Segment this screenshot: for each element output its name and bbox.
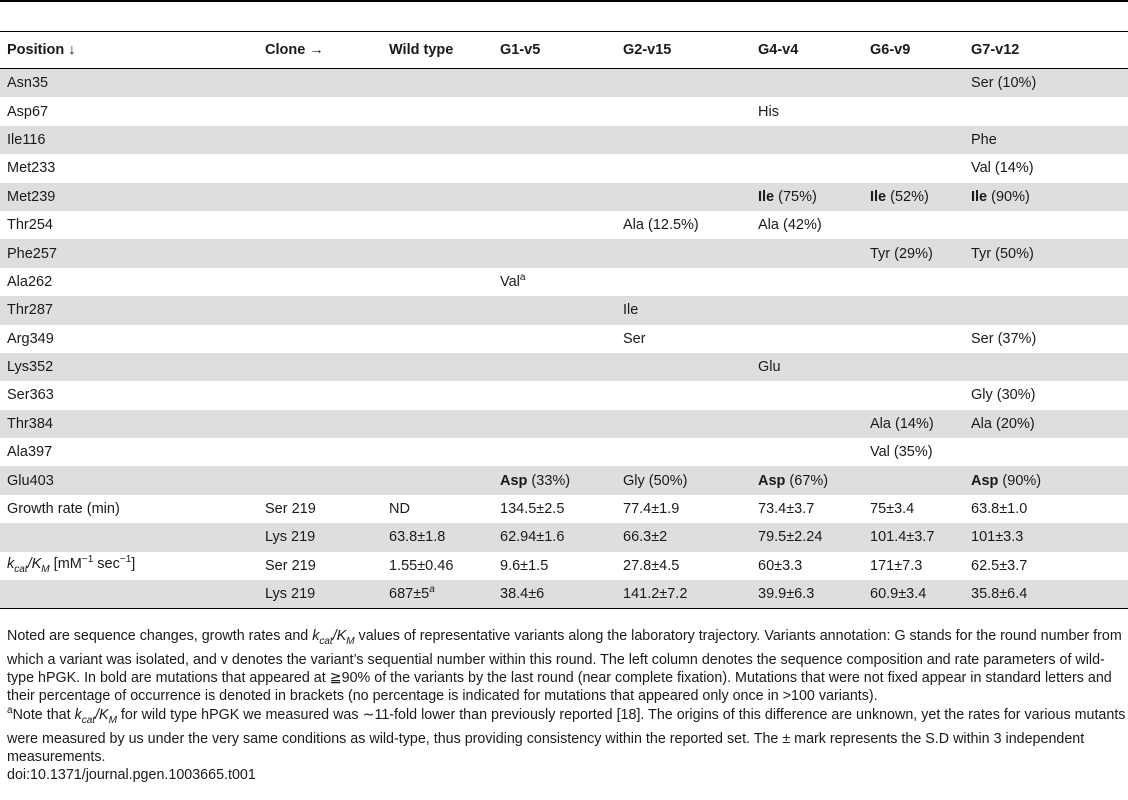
clone-cell <box>258 353 382 381</box>
table-row <box>0 154 1128 182</box>
g7-cell: 63.8±1.0 <box>971 501 1028 518</box>
position-cell: Asp67 <box>7 103 49 120</box>
g2-cell <box>616 97 751 125</box>
g6-cell: Tyr (29%) <box>863 239 964 267</box>
mutation-percent: (75%) <box>774 188 817 205</box>
g7-cell: Ser (37%) <box>971 330 1037 347</box>
position-cell: Asn35 <box>0 69 258 98</box>
header-g1-v5: G1-v5 <box>493 32 616 69</box>
header-g2-v15: G2-v15 <box>616 32 751 69</box>
g7-cell: Phe <box>964 126 1128 154</box>
wild-type-cell <box>382 154 493 182</box>
clone-cell <box>258 239 382 267</box>
position-cell <box>0 580 258 609</box>
g4-cell <box>751 325 863 353</box>
g2-cell <box>616 381 751 409</box>
clone-cell <box>258 97 382 125</box>
fixed-mutation: Ile <box>870 188 887 205</box>
table-note: Noted are sequence changes, growth rates and $k_{cat}/K_M$ values of representative variants along the laboratory trajectory. Variants annotation: G stands for the round number from which a variant was isolated, and v denotes the variant’s sequential number within this round. The left column denotes the sequence composition and rate parameters of wild-type hPGK. In bold are mutations that appeared at ≧90% of the variants by the last round (near complete fixation). Mutations that were not fixed appear in standard letters and their percentage of occurrence is denoted in brackets (no percentage is indicated for mutations that appeared only once in >100 variants). <box>7 628 1122 705</box>
clone-cell <box>258 410 382 438</box>
fixed-mutation: Asp <box>500 472 528 489</box>
g2-cell: Gly (50%) <box>616 466 751 494</box>
doi-link[interactable]: doi:10.1371/journal.pgen.1003665.t001 <box>7 767 256 784</box>
footnote-marker: a <box>429 584 435 596</box>
position-cell: Ser363 <box>7 387 54 404</box>
g7-cell <box>964 296 1128 324</box>
g6-cell: 60.9±3.4 <box>863 580 964 609</box>
g2-cell <box>616 154 751 182</box>
g2-cell: Ala (12.5%) <box>623 217 699 234</box>
g1-cell: 9.6±1.5 <box>500 557 549 574</box>
g2-cell <box>616 69 751 98</box>
g6-cell <box>863 466 964 494</box>
g2-cell <box>616 126 751 154</box>
header-g7-v12: G7-v12 <box>964 32 1128 69</box>
g7-cell: Ala (20%) <box>964 410 1128 438</box>
header-g4-v4: G4-v4 <box>751 32 863 69</box>
g1-cell <box>493 239 616 267</box>
g1-cell <box>493 296 616 324</box>
g7-cell <box>964 268 1128 296</box>
clone-cell <box>258 438 382 466</box>
g2-cell <box>616 438 751 466</box>
clone-cell <box>258 296 382 324</box>
wild-type-cell <box>382 183 493 211</box>
g7-cell: 62.5±3.7 <box>971 557 1028 574</box>
clone-cell <box>258 381 382 409</box>
g4-cell <box>751 239 863 267</box>
g7-cell <box>964 97 1128 125</box>
position-cell: $k_{cat}/K_M$ [$mM^{-1}$ $\sec^{-1}$] <box>7 554 136 576</box>
g1-cell <box>493 353 616 381</box>
g6-cell <box>863 154 964 182</box>
wild-type-cell <box>382 410 493 438</box>
footnote-marker: a <box>519 272 526 284</box>
g7-cell <box>964 353 1128 381</box>
header-wild-type: Wild type <box>382 32 493 69</box>
mutation-value: Val <box>500 273 520 290</box>
table-top-rule <box>0 0 1128 2</box>
g1-cell: 62.94±1.6 <box>493 523 616 551</box>
wild-type-cell <box>382 211 493 239</box>
g2-cell <box>616 239 751 267</box>
header-position: Position ↓ <box>0 32 258 69</box>
wild-type-cell <box>382 466 493 494</box>
table-row <box>0 466 1128 494</box>
header-clone: Clone → <box>258 32 382 69</box>
g4-cell <box>751 381 863 409</box>
g4-cell <box>751 154 863 182</box>
wild-type-cell <box>382 438 493 466</box>
g1-cell <box>493 438 616 466</box>
clone-cell <box>258 466 382 494</box>
position-cell: Lys352 <box>0 353 258 381</box>
mutation-percent: (90%) <box>998 472 1042 489</box>
g4-cell: 79.5±2.24 <box>751 523 863 551</box>
wild-type-cell <box>382 268 493 296</box>
g4-cell <box>751 466 863 494</box>
g2-cell: 77.4±1.9 <box>623 501 680 518</box>
g6-cell <box>863 268 964 296</box>
table-row <box>0 211 1128 239</box>
clone-cell: Lys 219 <box>258 523 382 551</box>
clone-cell: Lys 219 <box>258 580 382 609</box>
position-cell: Arg349 <box>7 330 54 347</box>
table-row <box>0 552 1128 580</box>
g6-cell: Ala (14%) <box>863 410 964 438</box>
position-cell: Met233 <box>7 160 56 177</box>
footnote-a: $^a$Note that $k_{cat}/K_M$ for wild type hPGK we measured was ∼11-fold lower than previously reported [18]. The origins of this difference are unknown, yet the rates for various mutants were measured by us under the very same conditions as wild-type, thus providing consistency within the reported set. The ± mark represents the S.D within 3 independent measurements. <box>7 704 1126 765</box>
position-cell: Thr384 <box>0 410 258 438</box>
g4-cell: 73.4±3.7 <box>758 501 815 518</box>
g7-cell: Tyr (50%) <box>964 239 1128 267</box>
position-cell: Ile116 <box>0 126 258 154</box>
g1-cell <box>493 126 616 154</box>
position-cell <box>0 523 258 551</box>
g1-cell <box>493 268 616 296</box>
wild-type-cell <box>382 381 493 409</box>
clone-cell <box>258 126 382 154</box>
g1-cell <box>493 466 616 494</box>
clone-cell <box>258 69 382 98</box>
clone-cell: Ser 219 <box>265 501 316 518</box>
g2-cell: 66.3±2 <box>616 523 751 551</box>
mutations-table-wrapper <box>0 31 1128 609</box>
g2-cell: Ile <box>616 296 751 324</box>
g6-cell <box>863 97 964 125</box>
g2-cell: 141.2±7.2 <box>616 580 751 609</box>
table-row <box>0 126 1128 154</box>
table-row <box>0 296 1128 324</box>
header-g6-v9: G6-v9 <box>863 32 964 69</box>
table-row <box>0 523 1128 551</box>
g6-cell: 171±7.3 <box>870 557 923 574</box>
table-row <box>0 353 1128 381</box>
fixed-mutation: Ile <box>971 188 988 205</box>
g7-cell: Val (14%) <box>971 160 1034 177</box>
wild-type-cell <box>382 239 493 267</box>
g2-cell <box>616 268 751 296</box>
table-row <box>0 381 1128 409</box>
g6-cell <box>863 353 964 381</box>
g1-cell <box>493 410 616 438</box>
fixed-mutation: Ile <box>758 188 775 205</box>
g7-cell <box>964 438 1128 466</box>
g4-cell: Glu <box>751 353 863 381</box>
table-row <box>0 410 1128 438</box>
wild-type-cell: 1.55±0.46 <box>389 557 454 574</box>
kcat-value: 687±5 <box>389 586 430 603</box>
g2-cell: 27.8±4.5 <box>623 557 680 574</box>
clone-cell <box>258 268 382 296</box>
g2-cell: Ser <box>623 330 646 347</box>
table-row <box>0 69 1128 98</box>
g6-cell: Val (35%) <box>870 444 933 461</box>
g6-cell <box>863 381 964 409</box>
g1-cell: 38.4±6 <box>493 580 616 609</box>
mutation-percent: (52%) <box>886 188 929 205</box>
g4-cell <box>751 126 863 154</box>
wild-type-cell <box>382 126 493 154</box>
g4-cell <box>751 268 863 296</box>
g7-cell: Gly (30%) <box>971 387 1036 404</box>
table-header-row <box>0 32 1128 69</box>
wild-type-cell <box>382 580 493 609</box>
g4-cell: His <box>758 103 779 120</box>
mutation-percent: (33%) <box>527 472 571 489</box>
clone-cell: Ser 219 <box>265 557 316 574</box>
position-cell: Ala262 <box>7 273 53 290</box>
table-row <box>0 580 1128 609</box>
g1-cell <box>493 183 616 211</box>
g6-cell <box>863 183 964 211</box>
g7-cell <box>964 211 1128 239</box>
table-row <box>0 495 1128 523</box>
fixed-mutation: Asp <box>758 472 786 489</box>
clone-cell <box>258 325 382 353</box>
clone-cell <box>258 183 382 211</box>
g1-cell <box>493 211 616 239</box>
g6-cell <box>863 325 964 353</box>
g6-cell <box>863 211 964 239</box>
g6-cell <box>863 126 964 154</box>
clone-cell <box>258 211 382 239</box>
wild-type-cell <box>382 296 493 324</box>
table-footer <box>7 627 1128 784</box>
position-cell: Thr254 <box>7 217 53 234</box>
g6-cell <box>863 296 964 324</box>
g1-cell <box>493 97 616 125</box>
position-cell: Ala397 <box>7 444 53 461</box>
g1-cell <box>493 325 616 353</box>
wild-type-cell <box>382 325 493 353</box>
position-cell: Glu403 <box>0 466 258 494</box>
position-cell: Growth rate (min) <box>7 501 120 518</box>
clone-cell <box>258 154 382 182</box>
g6-cell <box>863 69 964 98</box>
wild-type-cell: 63.8±1.8 <box>382 523 493 551</box>
g7-cell <box>964 183 1128 211</box>
g4-cell: 60±3.3 <box>758 557 803 574</box>
g1-cell: 134.5±2.5 <box>500 501 565 518</box>
g2-cell <box>616 410 751 438</box>
table-row <box>0 268 1128 296</box>
g1-cell <box>493 381 616 409</box>
table-row <box>0 239 1128 267</box>
g4-cell <box>751 410 863 438</box>
table-row <box>0 183 1128 211</box>
wild-type-cell <box>382 97 493 125</box>
g6-cell: 75±3.4 <box>870 501 915 518</box>
fixed-mutation: Asp <box>971 472 999 489</box>
table-row <box>0 97 1128 125</box>
g1-cell <box>493 154 616 182</box>
g2-cell <box>616 353 751 381</box>
wild-type-cell <box>382 353 493 381</box>
g6-cell: 101.4±3.7 <box>863 523 964 551</box>
g4-cell: Ala (42%) <box>758 217 822 234</box>
g4-cell <box>751 438 863 466</box>
table-row <box>0 325 1128 353</box>
g4-cell <box>751 183 863 211</box>
g4-cell <box>751 296 863 324</box>
mutations-table <box>0 32 1128 609</box>
wild-type-cell: ND <box>389 501 410 518</box>
g1-cell <box>493 69 616 98</box>
position-cell: Thr287 <box>0 296 258 324</box>
g7-cell <box>964 466 1128 494</box>
g2-cell <box>616 183 751 211</box>
mutation-percent: (67%) <box>785 472 829 489</box>
wild-type-cell <box>382 69 493 98</box>
g4-cell: 39.9±6.3 <box>751 580 863 609</box>
mutation-percent: (90%) <box>987 188 1030 205</box>
g4-cell <box>751 69 863 98</box>
g7-cell: 35.8±6.4 <box>964 580 1128 609</box>
table-row <box>0 438 1128 466</box>
g7-cell: 101±3.3 <box>964 523 1128 551</box>
g7-cell: Ser (10%) <box>964 69 1128 98</box>
position-cell: Phe257 <box>0 239 258 267</box>
position-cell: Met239 <box>0 183 258 211</box>
